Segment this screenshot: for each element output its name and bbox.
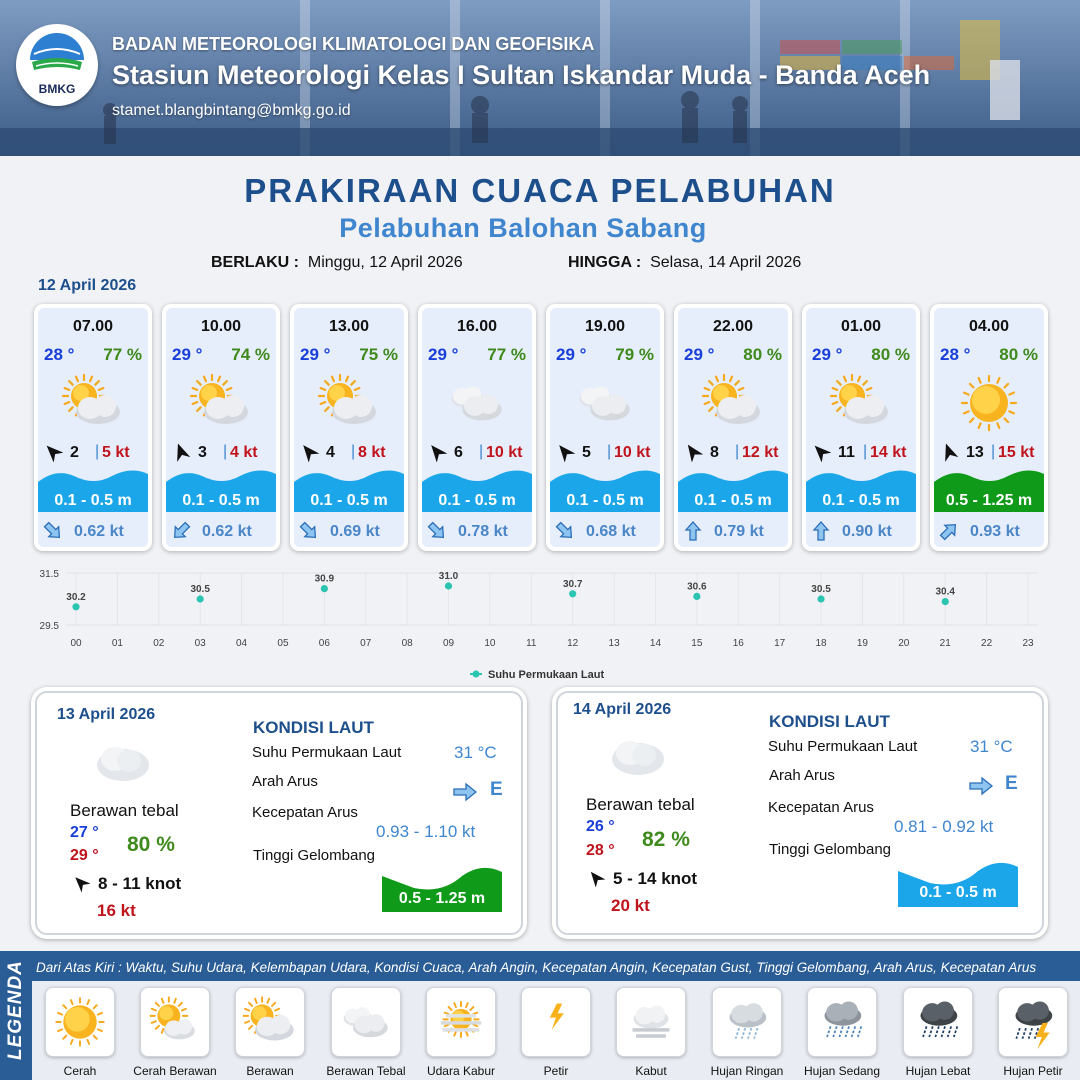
x-tick-label: 21	[939, 638, 951, 649]
x-tick-label: 13	[608, 638, 620, 649]
x-tick-label: 22	[981, 638, 993, 649]
legend-item-hujan-sedang	[807, 987, 877, 1057]
sea-surface-temperature-chart	[30, 562, 1050, 684]
wind-direction-icon	[555, 442, 575, 462]
x-tick-label: 06	[318, 638, 330, 649]
legend-item-label: Hujan Sedang	[803, 1064, 881, 1078]
current-direction-icon	[810, 520, 832, 542]
wind-direction-icon	[171, 442, 191, 462]
current-direction-icon	[426, 520, 448, 542]
humidity: 77 %	[487, 345, 526, 364]
valid-from	[211, 254, 463, 272]
wind-speed: 13	[966, 444, 984, 461]
wave-height: 0.1 - 0.5 m	[822, 492, 900, 509]
day3-current-arrow-icon	[968, 776, 994, 796]
day2-current-speed: 0.93 - 1.10 kt	[376, 822, 476, 841]
forecast-card-body	[166, 308, 276, 547]
valid-to	[568, 254, 801, 272]
x-tick-label: 12	[567, 638, 579, 649]
current-speed: 0.62 kt	[202, 523, 252, 540]
gust-speed: 10 kt	[486, 444, 523, 461]
forecast-card-body	[550, 308, 660, 547]
legend-item-label: Cerah	[63, 1064, 97, 1078]
legend-item-label: Udara Kabur	[426, 1064, 496, 1078]
day3-gust: 20 kt	[611, 896, 650, 915]
forecast-card-body	[422, 308, 532, 547]
sst-point	[72, 603, 79, 610]
legend-side-label	[0, 951, 32, 1080]
legend-item-berawan	[235, 987, 305, 1057]
berawan-tebal-icon	[89, 739, 155, 789]
day2-wind-direction-icon	[72, 874, 90, 892]
valid-from-value: Minggu, 12 April 2026	[307, 254, 463, 271]
sst-point	[321, 585, 328, 592]
page-title: PRAKIRAAN CUACA PELABUHAN	[244, 172, 836, 209]
chart-x-ticks	[70, 638, 1034, 649]
legend-item-hujan-ringan	[712, 987, 782, 1057]
wind-row	[934, 442, 1044, 464]
hujan-sedang-icon	[813, 993, 871, 1051]
day3-sst-label: Suhu Permukaan Laut	[768, 738, 918, 755]
valid-from-label: BERLAKU :	[211, 254, 299, 271]
legend-item-label: Petir	[543, 1064, 569, 1078]
air-temperature: 29 °	[684, 345, 715, 364]
wind-separator: |	[607, 443, 612, 460]
forecast-card-2200	[674, 304, 792, 551]
wind-speed: 2	[70, 444, 79, 461]
wind-separator: |	[223, 443, 228, 460]
current-direction-icon	[554, 520, 576, 542]
legend-item-label: Berawan	[246, 1064, 294, 1078]
current-direction-icon	[682, 520, 704, 542]
wind-separator: |	[991, 443, 996, 460]
forecast-card-body	[678, 308, 788, 547]
forecast-card-1900	[546, 304, 664, 551]
day2-humidity: 80 %	[127, 833, 175, 856]
air-temperature: 28 °	[940, 345, 971, 364]
valid-to-label: HINGGA :	[568, 254, 642, 271]
x-tick-label: 07	[360, 638, 372, 649]
wind-direction-icon	[299, 442, 319, 462]
berawan-tebal-icon	[604, 733, 670, 783]
day3-sea-title: KONDISI LAUT	[769, 712, 890, 731]
day3-date: 14 April 2026	[573, 701, 672, 718]
berawan-icon	[241, 993, 299, 1051]
day2-wave-height: 0.5 - 1.25 m	[398, 890, 486, 907]
cerah-berawan-icon	[146, 993, 204, 1051]
sst-point-label: 30.4	[935, 586, 955, 598]
forecast-card-1000	[162, 304, 280, 551]
sst-point	[942, 598, 949, 605]
legend-title: LEGENDA	[5, 960, 26, 1060]
cerah-icon	[956, 370, 1022, 436]
day3-temp-min: 26 °	[586, 818, 615, 835]
air-temperature: 28 °	[44, 345, 75, 364]
current-direction-icon	[170, 520, 192, 542]
petir-icon	[527, 993, 585, 1051]
sst-point	[197, 595, 204, 602]
sst-point-label: 30.2	[66, 591, 86, 603]
legend-item-label: Hujan Petir	[1003, 1064, 1063, 1078]
current-speed: 0.62 kt	[74, 523, 124, 540]
wind-direction-icon	[939, 442, 959, 462]
bmkg-logo	[16, 24, 98, 106]
chart-y-ticks	[40, 569, 60, 632]
wind-direction-icon	[811, 442, 831, 462]
forecast-card-body	[806, 308, 916, 547]
forecast-time: 13.00	[328, 318, 370, 335]
cerah-icon	[51, 993, 109, 1051]
current-speed: 0.69 kt	[330, 523, 380, 540]
forecast-time: 16.00	[456, 318, 498, 335]
x-tick-label: 08	[401, 638, 413, 649]
x-tick-label: 02	[153, 638, 165, 649]
legend-item-hujan-petir	[998, 987, 1068, 1057]
forecast-card-0400	[930, 304, 1048, 551]
legend-series-label: Suhu Permukaan Laut	[488, 669, 605, 681]
legend-item-label: Cerah Berawan	[133, 1064, 217, 1078]
day3-wind-direction-icon	[587, 869, 605, 887]
gust-speed: 10 kt	[614, 444, 651, 461]
wave-height: 0.1 - 0.5 m	[694, 492, 772, 509]
day2-current-direction-label: Arah Arus	[252, 773, 318, 790]
sst-point	[445, 582, 452, 589]
humidity: 74 %	[231, 345, 270, 364]
legend-item-udara-kabur	[426, 987, 496, 1057]
wind-separator: |	[479, 443, 484, 460]
wave-height: 0.1 - 0.5 m	[310, 492, 388, 509]
forecast-time: 07.00	[72, 318, 114, 335]
kabut-icon	[622, 993, 680, 1051]
current-speed: 0.78 kt	[458, 523, 508, 540]
current-speed: 0.90 kt	[842, 523, 892, 540]
wind-speed: 5	[582, 444, 591, 461]
berawan-icon	[60, 370, 126, 436]
day3-current-speed: 0.81 - 0.92 kt	[894, 817, 994, 836]
sst-point-label: 31.0	[438, 571, 459, 582]
air-temperature: 29 °	[556, 345, 587, 364]
gust-speed: 8 kt	[358, 444, 386, 461]
station-name: Stasiun Meteorologi Kelas I Sultan Iskandar Muda - Banda Aceh	[112, 60, 931, 90]
day3-current-speed-label: Kecepatan Arus	[768, 799, 874, 816]
day2-condition: Berawan tebal	[70, 801, 179, 820]
chart-points	[66, 571, 955, 610]
gust-speed: 5 kt	[102, 444, 130, 461]
wind-separator: |	[863, 443, 868, 460]
x-tick-label: 00	[70, 638, 82, 649]
udara-kabur-icon	[432, 993, 490, 1051]
day2-sst-value: 31 °C	[454, 743, 497, 762]
gust-speed: 15 kt	[998, 444, 1035, 461]
wind-row	[294, 442, 404, 464]
wave-height: 0.1 - 0.5 m	[54, 492, 132, 509]
x-tick-label: 20	[898, 638, 910, 649]
valid-to-value: Selasa, 14 April 2026	[650, 254, 802, 271]
x-tick-label: 14	[649, 638, 662, 649]
forecast-card-body	[38, 308, 148, 547]
x-tick-label: 19	[856, 638, 868, 649]
y-tick-label: 29.5	[39, 621, 59, 632]
wind-speed: 4	[326, 444, 335, 461]
logo-text: BMKG	[38, 82, 76, 96]
x-tick-label: 09	[442, 638, 455, 649]
organization-name: BADAN METEOROLOGI KLIMATOLOGI DAN GEOFISIKA	[112, 34, 595, 54]
legend-item-berawan-tebal	[331, 987, 401, 1057]
sst-point	[693, 593, 700, 600]
legend-item-label: Hujan Ringan	[710, 1064, 784, 1078]
chart-legend	[470, 669, 604, 681]
air-temperature: 29 °	[428, 345, 459, 364]
humidity: 80 %	[743, 345, 782, 364]
wind-speed: 8	[710, 444, 719, 461]
wind-row	[422, 442, 532, 464]
berawan-tebal-icon	[337, 993, 395, 1051]
sst-point-label: 30.9	[314, 573, 335, 585]
day2-current-direction: E	[490, 779, 503, 800]
current-direction-icon	[298, 520, 320, 542]
current-direction-icon	[938, 520, 960, 542]
wave-height: 0.5 - 1.25 m	[945, 492, 1033, 509]
forecast-time: 22.00	[712, 318, 754, 335]
x-tick-label: 05	[277, 638, 289, 649]
wave-height: 0.1 - 0.5 m	[438, 492, 516, 509]
day3-humidity: 82 %	[642, 828, 690, 851]
sst-point-label: 30.7	[562, 578, 583, 590]
forecast-card-0700	[34, 304, 152, 551]
day2-date: 13 April 2026	[57, 706, 156, 723]
day2-sst-label: Suhu Permukaan Laut	[252, 744, 402, 761]
forecast-card-body	[294, 308, 404, 547]
chart-grid	[66, 573, 1038, 625]
legend-marker	[473, 671, 480, 678]
day2-wave-label: Tinggi Gelombang	[253, 847, 376, 864]
berawan-icon	[188, 370, 254, 436]
x-tick-label: 11	[526, 638, 537, 649]
station-email[interactable]: stamet.blangbintang@bmkg.go.id	[112, 102, 351, 119]
day2-wind-speed: 8 - 11 knot	[98, 874, 182, 893]
forecast-time: 04.00	[968, 318, 1010, 335]
wind-row	[806, 442, 916, 464]
day2-temp-min: 27 °	[70, 824, 99, 841]
day2-sea-title: KONDISI LAUT	[253, 718, 374, 737]
x-tick-label: 04	[236, 638, 248, 649]
forecast-time: 10.00	[200, 318, 242, 335]
legend-item-cerah-berawan	[140, 987, 210, 1057]
legend-item-kabut	[616, 987, 686, 1057]
header-banner	[0, 0, 1080, 156]
wave-height: 0.1 - 0.5 m	[566, 492, 644, 509]
sst-point	[817, 595, 824, 602]
humidity: 80 %	[999, 345, 1038, 364]
legend-item-label: Berawan Tebal	[326, 1064, 406, 1078]
air-temperature: 29 °	[300, 345, 331, 364]
current-speed: 0.79 kt	[714, 523, 764, 540]
x-tick-label: 03	[194, 638, 206, 649]
wind-direction-icon	[683, 442, 703, 462]
wind-separator: |	[95, 443, 100, 460]
forecast-card-1600	[418, 304, 536, 551]
wind-speed: 6	[454, 444, 463, 461]
forecast-card-0100	[802, 304, 920, 551]
day3-current-direction: E	[1005, 773, 1018, 794]
wave-height: 0.1 - 0.5 m	[182, 492, 260, 509]
wind-direction-icon	[43, 442, 63, 462]
humidity: 80 %	[871, 345, 910, 364]
humidity: 77 %	[103, 345, 142, 364]
wind-separator: |	[351, 443, 356, 460]
hujan-lebat-icon	[909, 993, 967, 1051]
current-speed: 0.93 kt	[970, 523, 1020, 540]
day3-panel	[552, 687, 1048, 939]
day3-sst-value: 31 °C	[970, 737, 1013, 756]
wind-row	[166, 442, 276, 464]
day1-date: 12 April 2026	[38, 277, 137, 294]
gust-speed: 12 kt	[742, 444, 779, 461]
day2-gust: 16 kt	[97, 901, 136, 920]
sst-point-label: 30.5	[811, 584, 831, 595]
forecast-card-body	[934, 308, 1044, 547]
x-tick-label: 01	[111, 638, 123, 649]
day2-current-arrow-icon	[452, 782, 478, 802]
berawan-icon	[700, 370, 766, 436]
x-tick-label: 18	[815, 638, 827, 649]
current-direction-icon	[42, 520, 64, 542]
day2-current-speed-label: Kecepatan Arus	[252, 804, 358, 821]
legend-description: Dari Atas Kiri : Waktu, Suhu Udara, Kelembapan Udara, Kondisi Cuaca, Arah Angin, Kecepatan Angin, Kecepatan Gust, Tinggi Gelombang, Arah Arus, Kecepatan Arus	[36, 960, 1037, 975]
forecast-time: 01.00	[840, 318, 882, 335]
day2-temp-max: 29 °	[70, 847, 99, 864]
day3-temp-max: 28 °	[586, 842, 615, 859]
x-tick-label: 17	[774, 638, 786, 649]
day3-current-direction-label: Arah Arus	[769, 767, 835, 784]
x-tick-label: 23	[1022, 638, 1034, 649]
forecast-time: 19.00	[584, 318, 626, 335]
wind-speed: 3	[198, 444, 207, 461]
wind-separator: |	[735, 443, 740, 460]
legend-item-label: Hujan Lebat	[905, 1064, 971, 1078]
hujan-petir-icon	[1004, 993, 1062, 1051]
hujan-ringan-icon	[718, 993, 776, 1051]
forecast-card-1300	[290, 304, 408, 551]
humidity: 79 %	[615, 345, 654, 364]
day3-wave-label: Tinggi Gelombang	[769, 841, 892, 858]
day2-panel	[31, 687, 527, 939]
wind-row	[38, 442, 148, 464]
day3-wave-height: 0.1 - 0.5 m	[919, 884, 997, 901]
humidity: 75 %	[359, 345, 398, 364]
y-tick-label: 31.5	[39, 569, 59, 580]
wind-direction-icon	[427, 442, 447, 462]
legend-item-cerah	[45, 987, 115, 1057]
sst-point-label: 30.6	[687, 581, 707, 593]
sst-point	[569, 590, 576, 597]
berawan-icon	[828, 370, 894, 436]
x-tick-label: 15	[691, 638, 703, 649]
day3-wind-speed: 5 - 14 knot	[613, 869, 698, 888]
berawan-tebal-icon	[572, 370, 638, 436]
gust-speed: 14 kt	[870, 444, 907, 461]
wind-row	[550, 442, 660, 464]
legend-item-hujan-lebat	[903, 987, 973, 1057]
air-temperature: 29 °	[812, 345, 843, 364]
air-temperature: 29 °	[172, 345, 203, 364]
port-name: Pelabuhan Balohan Sabang	[339, 213, 707, 243]
legend-item-label: Kabut	[635, 1064, 667, 1078]
berawan-icon	[316, 370, 382, 436]
gust-speed: 4 kt	[230, 444, 258, 461]
day3-condition: Berawan tebal	[586, 795, 695, 814]
current-speed: 0.68 kt	[586, 523, 636, 540]
x-tick-label: 10	[484, 638, 496, 649]
x-tick-label: 16	[732, 638, 744, 649]
wind-speed: 11	[838, 444, 855, 461]
sst-point-label: 30.5	[190, 584, 210, 595]
legend-item-petir	[521, 987, 591, 1057]
wind-row	[678, 442, 788, 464]
berawan-tebal-icon	[444, 370, 510, 436]
